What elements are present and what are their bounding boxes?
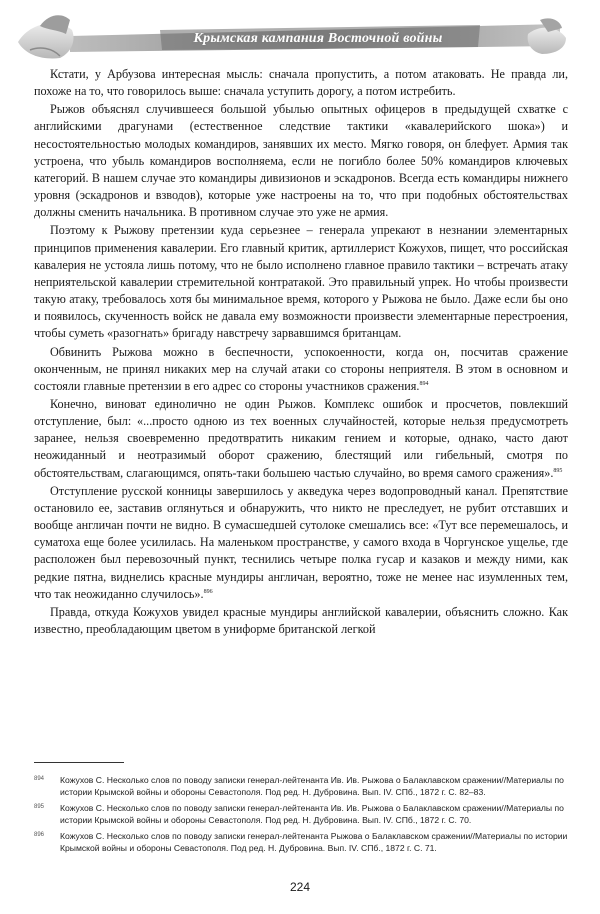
paragraph-text: Обвинить Рыжова можно в беспечности, успокоенности, когда он, посчитав сражение оконченным, не принял никаких мер на случай атаки со стороны неприятеля. В этом в основном и состояли главные претензии в его адрес со стороны участников сражения.: [34, 344, 568, 393]
paragraph: Поэтому к Рыжову претензии куда серьезнее – генерала упрекают в незнании элементарных принципов применения кавалерии. Его главный критик, артиллерист Кожухов, пищет, что российская кавалерия не устояла лишь потому, что не было исполнено главное правило тактики – встречать атаку неприятельской кавалерии стремительной контратакой. Это правильный упрек. Но чтобы произвести такую атаку, требовалось хотя бы минимальное время, которого у Рыжова не было. Даже если бы оно и появилось, скученность войск не давала ему возможности произвести элементарные перестроения, чтобы суметь «разогнать» бригаду навстречу зарвавшимся британцам.: [34, 223, 568, 341]
footnote-number: 896: [34, 831, 45, 838]
footnote-text: Кожухов С. Несколько слов по поводу записки генерал-лейтенанта Ив. Ив. Рыжова о Балаклавском сражении//Материалы по истории Крымской войны и обороны Севастополя. Под ред. Н. Дубровина. Вып. IV. СПб., 1872 г. С. 82–83.: [60, 775, 564, 798]
paragraph-text: Отступление русской конницы завершилось у акведука через водопроводный канал. Препятствие остановило ее, заставив оглянуться и обнаружить, что никто не преследует, не рубит отставших и вообще англичан почти не видно. В сумасшедшей сутолоке смешались все: «Тут все перемешалось, и суматоха еще более усилилась. На маленьком пространстве, у самого входа в Чоргунское ущелье, где расположен был перевозочный пункт, теснились четыре полка гусар и казаков и между ними, как редкие пятна, виднелись красные мундиры англичан, вероятно, тоже не менее нас изумленных тем, что так неожиданно случилось».: [34, 483, 568, 601]
footnote: [34, 774, 574, 799]
paragraph: Кстати, у Арбузова интересная мысль: сначала пропустить, а потом атаковать. Не правда ли, похоже на то, что говорилось выше: сначала уступить дорогу, а потом истребить.: [34, 67, 568, 99]
paragraph: [34, 344, 568, 395]
page-header: [0, 0, 600, 62]
paragraph: Рыжов объяснял случившееся большой убылью опытных офицеров в предыдущей схватке с английскими драгунами (естественное следствие тактики «кавалерийского шока») и несостоятельностью молодых командиров, занявших их место. Мягко говоря, он блефует. Армия так устроена, что убыль командиров восполняема, если не погибло более 50% командиров ключевых категорий. В нашем случае это командиры дивизионов и эскадронов. Всегда есть командиры нижнего уровня (эскадронов и взводов), которые уже настроены на то, что при подобных обстоятельствах должны сменить начальника. В противном случае это уже не армия.: [34, 102, 568, 220]
footnote-ref: 894: [419, 380, 429, 387]
footnote-divider: [34, 762, 124, 763]
footnote-number: 894: [34, 776, 45, 782]
footnote-ref: 895: [553, 467, 563, 474]
body-text: [34, 66, 568, 639]
footnote-number: 895: [34, 803, 45, 810]
footnote: [34, 802, 574, 827]
paragraph-text: Конечно, виноват единолично не один Рыжов. Комплекс ошибок и просчетов, повлекший отступление, был: «...просто одною из тех военных случайностей, которые нельзя предусмотреть заранее, нельзя своевременно предотвратить никаким гением и которые, однако, часто дают неожиданный и неотразимый оборот сражению, блестящий или гибельный, смотря по обстоятельствам, слагающимся, опять-таки большею частью случайно, во время самого сражения».: [34, 396, 568, 480]
paragraph: Правда, откуда Кожухов увидел красные мундиры английской кавалерии, объяснить сложно. Как известно, преобладающим цветом в униформе британской легкой: [34, 604, 568, 636]
footnote-text: Кожухов С. Несколько слов по поводу записки генерал-лейтенанта Ив. Ив. Рыжова о Балаклавском сражении//Материалы по истории Крымской войны и обороны Севастополя. Под ред. Н. Дубровина. Вып. IV. СПб., 1872 г. С. 70.: [60, 802, 564, 826]
paragraph: [34, 396, 568, 482]
running-head-title: Крымская кампания Восточной войны: [193, 31, 443, 46]
footnote-ref: 896: [203, 588, 213, 595]
footnotes: [34, 774, 574, 857]
page-number: 224: [289, 880, 311, 894]
footnote-text: Кожухов С. Несколько слов по поводу записки генерал-лейтенанта Рыжова о Балаклавском сражении//Материалы по истории Крымской войны и обороны Севастополя. Под ред. Н. Дубровина. Вып. IV. СПб., 1872 г. С. 71.: [60, 830, 568, 854]
paragraph: [34, 483, 568, 603]
footnote: [34, 830, 574, 855]
